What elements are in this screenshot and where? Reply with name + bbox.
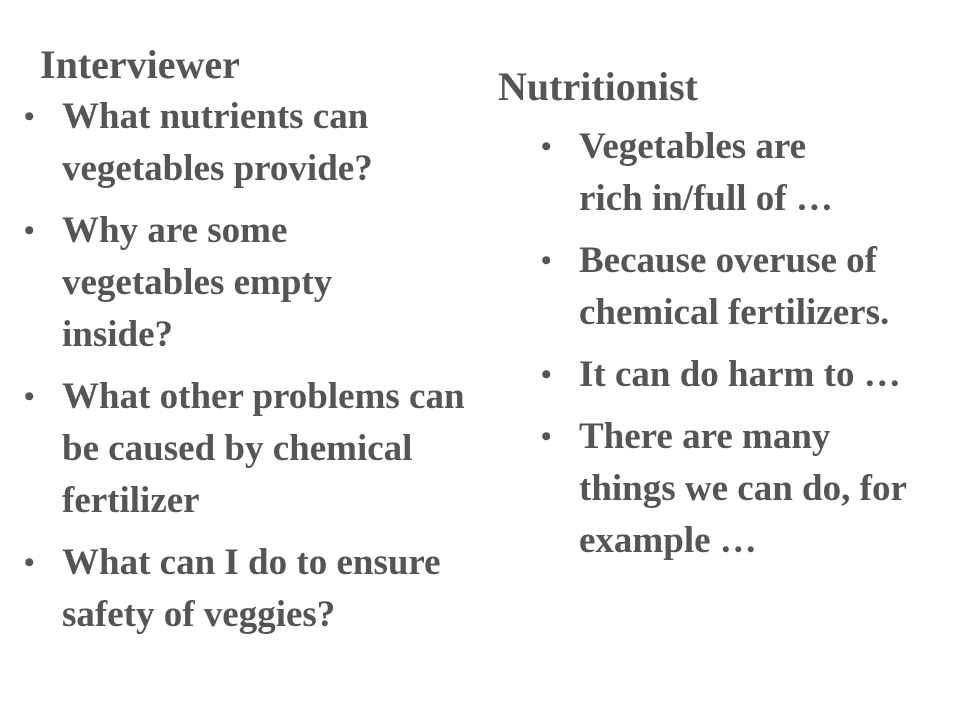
list-item xyxy=(541,411,951,567)
question-text: What other problems can be caused by chemical fertilizer xyxy=(62,376,465,521)
question-text: What nutrients can vegetables provide? xyxy=(62,96,373,189)
answer-text: There are many things we can do, for example … xyxy=(579,416,907,561)
list-item xyxy=(541,121,951,225)
interviewer-heading: Interviewer xyxy=(40,42,240,87)
interviewer-question-list xyxy=(24,91,524,651)
nutritionist-heading: Nutritionist xyxy=(498,64,698,109)
bullet-icon: • xyxy=(541,420,552,453)
bullet-icon: • xyxy=(24,214,35,247)
answer-text: Because overuse of chemical fertilizers. xyxy=(579,240,890,333)
list-item xyxy=(24,205,524,361)
list-item xyxy=(24,91,524,195)
answer-text: Vegetables are rich in/full of … xyxy=(579,126,833,219)
bullet-icon: • xyxy=(24,380,35,413)
question-text: What can I do to ensure safety of veggies? xyxy=(62,542,441,635)
list-item xyxy=(541,235,951,339)
question-text: Why are some vegetables empty inside? xyxy=(62,210,333,355)
list-item xyxy=(541,349,951,401)
list-item xyxy=(24,371,524,527)
bullet-icon: • xyxy=(541,130,552,163)
bullet-icon: • xyxy=(24,546,35,579)
answer-text: It can do harm to … xyxy=(579,354,901,395)
bullet-icon: • xyxy=(24,100,35,133)
bullet-icon: • xyxy=(541,244,552,277)
list-item xyxy=(24,537,524,641)
nutritionist-answer-list xyxy=(541,121,951,577)
bullet-icon: • xyxy=(541,358,552,391)
